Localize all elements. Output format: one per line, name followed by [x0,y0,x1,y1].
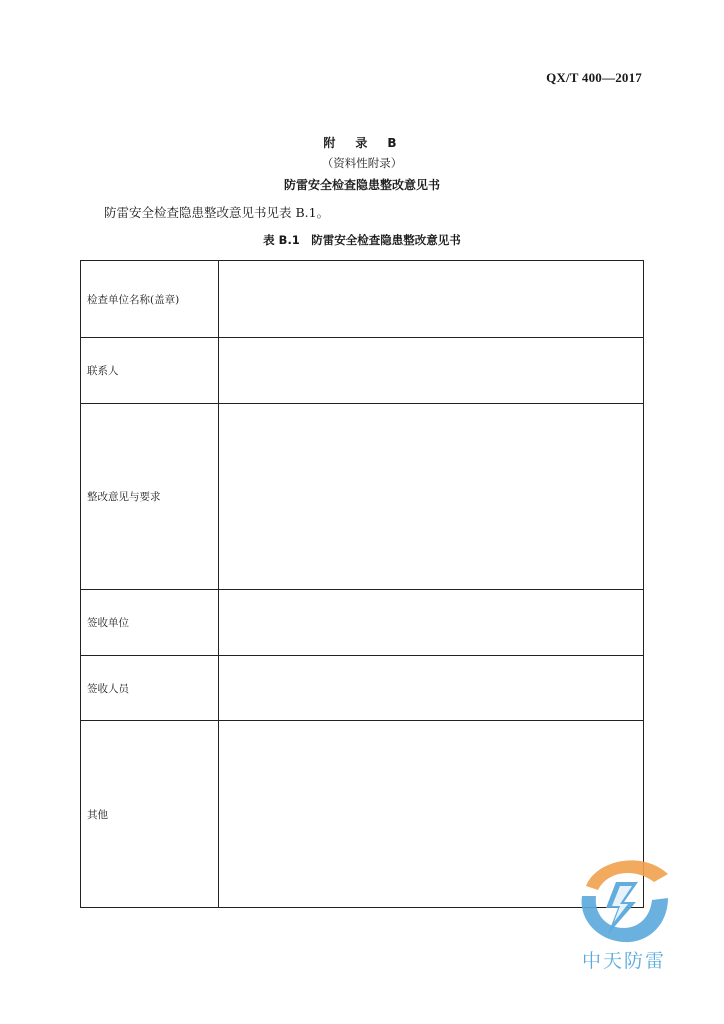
row-value-receiving-person [219,656,644,721]
table-row [81,404,644,590]
row-value-contact [219,338,644,404]
row-label-other: 其他 [81,721,219,908]
table-row [81,721,644,908]
table-row [81,261,644,338]
appendix-title: 附 录 B [323,136,401,150]
row-value-requirements [219,404,644,590]
row-label-receiving-person: 签收人员 [81,656,219,721]
watermark [572,852,676,976]
appendix-type: （资料性附录） [321,156,403,170]
lightning-logo-icon [572,852,676,948]
table-caption: 表 B.1 防雷安全检查隐患整改意见书 [263,233,461,247]
row-value-receiving-unit [219,590,644,656]
row-label-receiving-unit: 签收单位 [81,590,219,656]
table-row [81,656,644,721]
rectification-form-table [80,260,644,908]
appendix-name: 防雷安全检查隐患整改意见书 [283,178,440,192]
row-value-inspection-unit [219,261,644,338]
watermark-text: 中天防雷 [581,950,666,972]
table-row [81,338,644,404]
row-label-contact: 联系人 [81,338,219,404]
standard-code: QX/T 400—2017 [546,70,642,85]
table-row [81,590,644,656]
row-label-requirements: 整改意见与要求 [81,404,219,590]
row-label-inspection-unit: 检查单位名称(盖章) [81,261,219,338]
intro-text: 防雷安全检查隐患整改意见书见表 B.1。 [104,205,330,220]
